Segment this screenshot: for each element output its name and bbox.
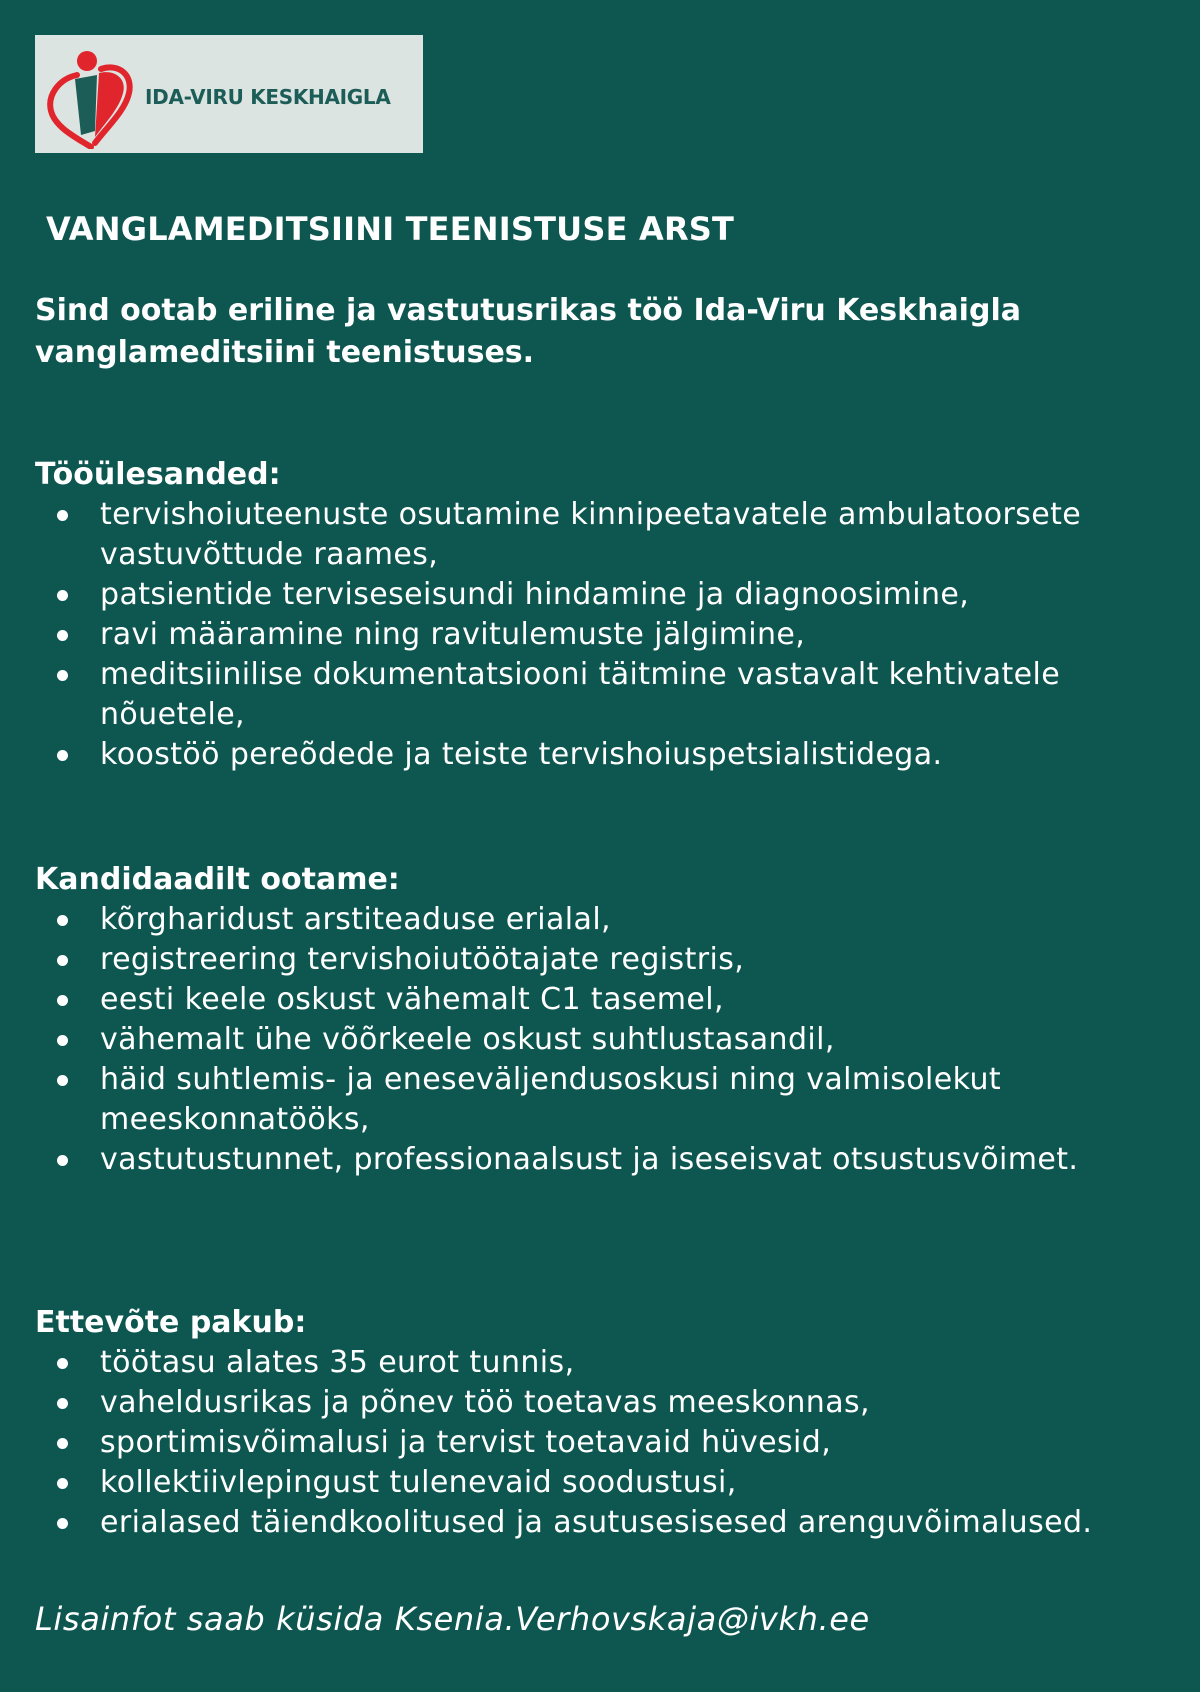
section-tasks bbox=[35, 455, 1185, 775]
bullet-icon bbox=[57, 630, 68, 641]
heart-figure-icon bbox=[41, 39, 133, 149]
intro-text: Sind ootab eriline ja vastutusrikas töö Ida-Viru Keskhaigla vanglameditsiini teenistuses. bbox=[35, 293, 1021, 370]
section-heading: Tööülesanded: bbox=[35, 457, 281, 492]
bullet-icon bbox=[57, 1398, 68, 1409]
list-item bbox=[35, 980, 1185, 1020]
list-item-text: kõrgharidust arstiteaduse erialal, bbox=[100, 902, 611, 937]
list-item-text: töötasu alates 35 eurot tunnis, bbox=[100, 1345, 575, 1380]
list-item bbox=[35, 1343, 1185, 1383]
list-item-text: patsientide terviseseisundi hindamine ja diagnoosimine, bbox=[100, 577, 970, 612]
bullet-icon bbox=[57, 510, 68, 521]
bullet-icon bbox=[57, 1438, 68, 1449]
list-item bbox=[35, 615, 1185, 655]
bullet-icon bbox=[57, 995, 68, 1006]
job-title: VANGLAMEDITSIINI TEENISTUSE ARST bbox=[46, 210, 735, 248]
list-item-text: kollektiivlepingust tulenevaid soodustusi, bbox=[100, 1465, 737, 1500]
list-item bbox=[35, 900, 1185, 940]
logo bbox=[35, 35, 423, 153]
list-item-text: vaheldusrikas ja põnev töö toetavas meeskonnas, bbox=[100, 1385, 870, 1420]
list-item-text: häid suhtlemis- ja eneseväljendusoskusi ning valmisolekut meeskonnatööks, bbox=[100, 1062, 1002, 1137]
logo-name: IDA-VIRU KESKHAIGLA bbox=[145, 85, 391, 109]
list-item-text: erialased täiendkoolitused ja asutusesisesed arenguvõimalused. bbox=[100, 1505, 1093, 1540]
bullet-icon bbox=[57, 670, 68, 681]
bullet-icon bbox=[57, 1358, 68, 1369]
list-item-text: koostöö pereõdede ja teiste tervishoiuspetsialistidega. bbox=[100, 737, 943, 772]
bullet-icon bbox=[57, 1478, 68, 1489]
list-item bbox=[35, 495, 1185, 575]
list-item bbox=[35, 735, 1185, 775]
list-item bbox=[35, 1383, 1185, 1423]
list-item-text: eesti keele oskust vähemalt C1 tasemel, bbox=[100, 982, 724, 1017]
bullet-list bbox=[35, 495, 1185, 775]
contact-info: Lisainfot saab küsida Ksenia.Verhovskaja@ivkh.ee bbox=[35, 1600, 870, 1638]
list-item-text: vähemalt ühe võõrkeele oskust suhtlustasandil, bbox=[100, 1022, 835, 1057]
section-heading: Ettevõte pakub: bbox=[35, 1305, 307, 1340]
list-item-text: sportimisvõimalusi ja tervist toetavaid hüvesid, bbox=[100, 1425, 832, 1460]
list-item bbox=[35, 655, 1185, 735]
bullet-icon bbox=[57, 590, 68, 601]
list-item bbox=[35, 1503, 1185, 1543]
bullet-icon bbox=[57, 1518, 68, 1529]
list-item bbox=[35, 1423, 1185, 1463]
list-item bbox=[35, 575, 1185, 615]
list-item-text: meditsiinilise dokumentatsiooni täitmine vastavalt kehtivatele nõuetele, bbox=[100, 657, 1061, 732]
bullet-icon bbox=[57, 1035, 68, 1046]
bullet-icon bbox=[57, 1075, 68, 1086]
bullet-list bbox=[35, 900, 1185, 1180]
list-item-text: vastutustunnet, professionaalsust ja iseseisvat otsustusvõimet. bbox=[100, 1142, 1079, 1177]
section-benefits bbox=[35, 1303, 1185, 1543]
list-item bbox=[35, 1140, 1185, 1180]
list-item bbox=[35, 1463, 1185, 1503]
list-item bbox=[35, 940, 1185, 980]
list-item bbox=[35, 1020, 1185, 1060]
bullet-icon bbox=[57, 750, 68, 761]
bullet-icon bbox=[57, 955, 68, 966]
list-item-text: registreering tervishoiutöötajate registris, bbox=[100, 942, 745, 977]
list-item bbox=[35, 1060, 1185, 1140]
bullet-icon bbox=[57, 915, 68, 926]
section-heading: Kandidaadilt ootame: bbox=[35, 862, 400, 897]
bullet-list bbox=[35, 1343, 1185, 1543]
bullet-icon bbox=[57, 1155, 68, 1166]
list-item-text: tervishoiuteenuste osutamine kinnipeetavatele ambulatoorsete vastuvõttude raames, bbox=[100, 497, 1082, 572]
section-requirements bbox=[35, 860, 1185, 1180]
list-item-text: ravi määramine ning ravitulemuste jälgimine, bbox=[100, 617, 806, 652]
